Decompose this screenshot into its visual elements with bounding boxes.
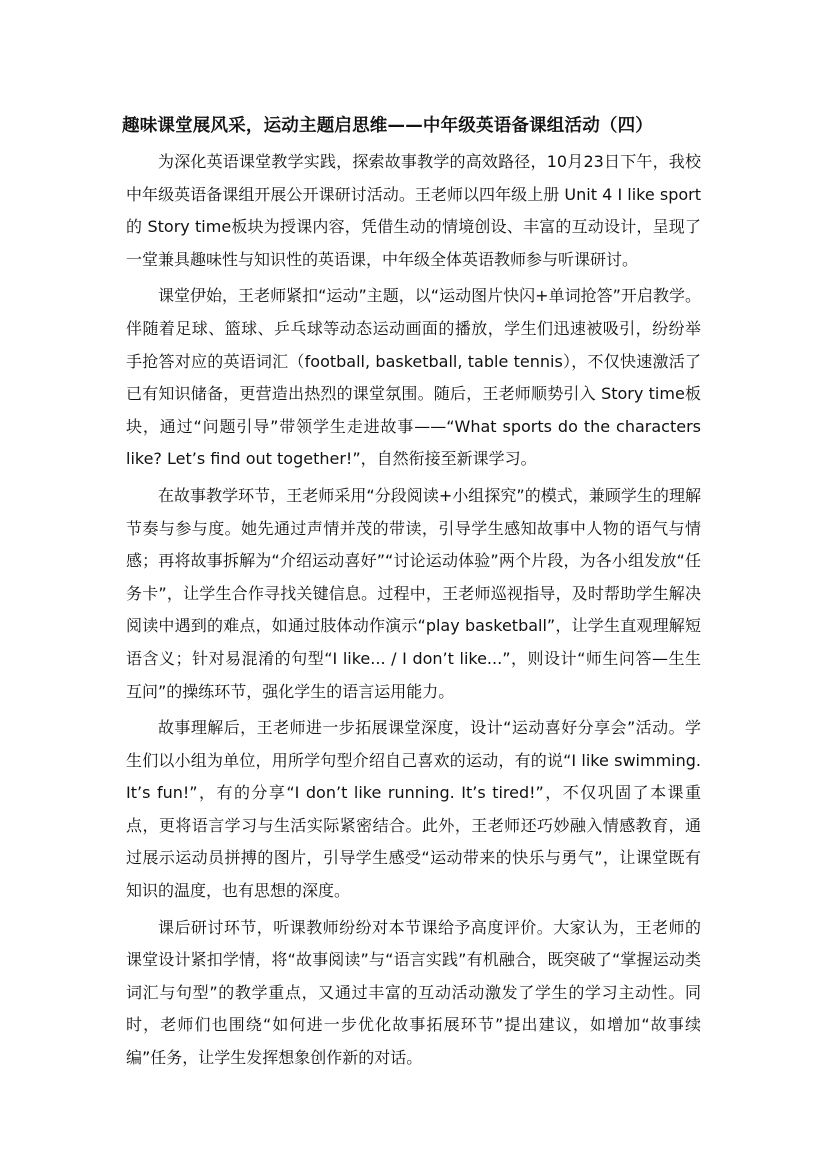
paragraph-extension-activity: 故事理解后，王老师进一步拓展课堂深度，设计“运动喜好分享会”活动。学生们以小组为单位，用所学句型介绍自己喜欢的运动，有的说“I like swimming. It’s fun!”，有的分享“I don’t like running. It’s tired!”，不仅巩固了本课重点，更将语言学习与生活实际紧密结合。此外，王老师还巧妙融入情感教育，通过展示运动员拼搏的图片，引导学生感受“运动带来的快乐与勇气”，让课堂既有知识的温度，也有思想的深度。	[126, 718, 701, 901]
paragraph-intro: 为深化英语课堂教学实践，探索故事教学的高效路径，10月23日下午，我校中年级英语备课组开展公开课研讨活动。王老师以四年级上册 Unit 4 I like sport的 Story time板块为授课内容，凭借生动的情境创设、丰富的互动设计，呈现了一堂兼具趣味性与知识性的英语课，中年级全体英语教师参与听课研讨。	[126, 152, 701, 269]
paragraph-lesson-opening: 课堂伊始，王老师紧扣“运动”主题，以“运动图片快闪+单词抢答”开启教学。伴随着足球、篮球、乒乓球等动态运动画面的播放，学生们迅速被吸引，纷纷举手抢答对应的英语词汇（football, basketball, table tennis），不仅快速激活了已有知识储备，更营造出热烈的课堂氛围。随后，王老师顺势引入 Story time板块，通过“问题引导”带领学生走进故事——“What sports do the characters like? Let’s find out together!”，自然衔接至新课学习。	[126, 286, 701, 469]
paragraph-post-lesson-discussion: 课后研讨环节，听课教师纷纷对本节课给予高度评价。大家认为，王老师的课堂设计紧扣学情，将“故事阅读”与“语言实践”有机融合，既突破了“掌握运动类词汇与句型”的教学重点，又通过丰富的互动活动激发了学生的学习主动性。同时，老师们也围绕“如何进一步优化故事拓展环节”提出建议，如增加“故事续编”任务，让学生发挥想象创作新的对话。	[126, 917, 701, 1068]
paragraph-story-teaching: 在故事教学环节，王老师采用“分段阅读+小组探究”的模式，兼顾学生的理解节奏与参与度。她先通过声情并茂的带读，引导学生感知故事中人物的语气与情感；再将故事拆解为“介绍运动喜好”“讨论运动体验”两个片段，为各小组发放“任务卡”，让学生合作寻找关键信息。过程中，王老师巡视指导，及时帮助学生解决阅读中遇到的难点，如通过肢体动作演示“play basketball”，让学生直观理解短语含义；针对易混淆的句型“I like... / I don’t like...”，则设计“师生问答—生生互问”的操练环节，强化学生的语言运用能力。	[126, 485, 701, 701]
article-title: 趣味课堂展风采，运动主题启思维——中年级英语备课组活动（四）	[122, 116, 653, 136]
